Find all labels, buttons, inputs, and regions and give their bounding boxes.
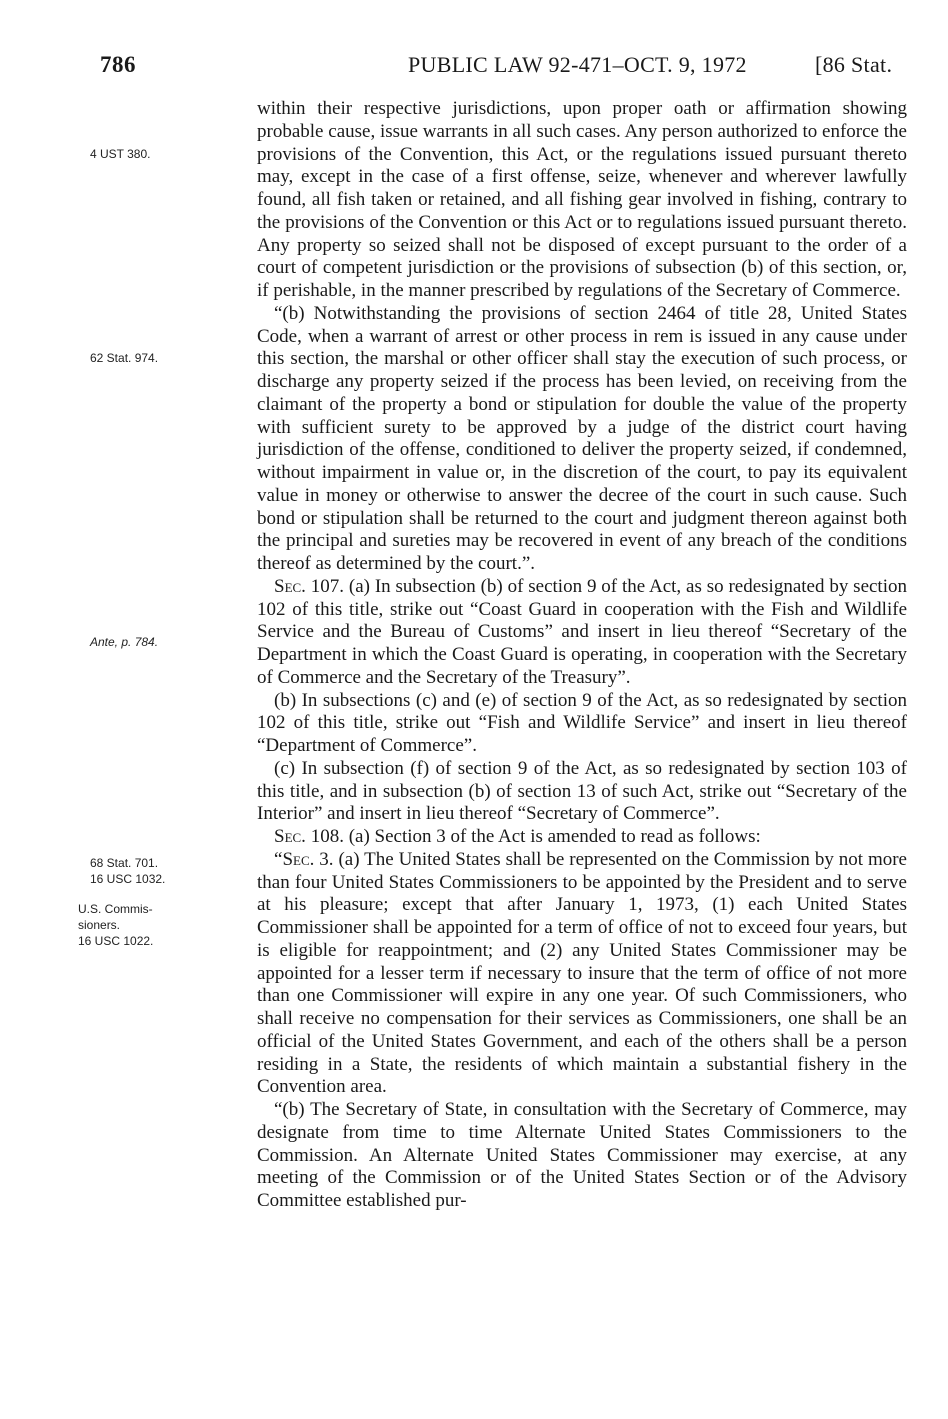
paragraph-107-c: (c) In subsection (f) of section 9 of the Act, as so redesignated by section 103 of this title, and in subsection (b) of section 13 of such Act, strike out “Secretary of the Interior” and insert in lieu thereof “Secretary of Commerce”.	[257, 757, 907, 825]
body-text	[257, 98, 907, 1213]
section-label: Sec.	[282, 848, 315, 870]
paragraph-text: 3. (a) The United States shall be represented on the Commission by not more than four United States Commissioners to be appointed by the President and to serve at his pleasure; except that after January 1, 1973, (1) each United States Commissioner shall be appointed for a term of office of not to exceed four years, but is eligible for reappointment; and (2) any United States Commissioner may be appointed for a lesser term if necessary to insure that the term of office of not more than one Commissioner will expire in any one year. Of such Commissioners, who shall receive no compensation for their services as Commissioners, one shall be an official of the United States Government, and each of the others shall be a person residing in a State, the residents of which maintain a substantial fishery in the Convention area.	[257, 848, 907, 1098]
paragraph-sec-107	[257, 576, 907, 690]
paragraph-subsection-b: “(b) Notwithstanding the provisions of section 2464 of title 28, United States Code, when a warrant of arrest or other process in rem is issued in any cause under this section, the marshal or other officer shall stay the execution of such process, or discharge any property seized if the process has been levied, on receiving from the claimant of the property a bond or stipulation for double the value of the property with sufficient surety to be approved by a judge of the district court having jurisdiction of the offense, conditioned to deliver the property seized, if condemned, without impairment in value or, in the discretion of the court, to pay its equivalent value in money or otherwise to answer the decree of the court in such cause. Such bond or stipulation shall be returned to the court and judgment thereon against both the principal and sureties may be recovered in event of any breach of the conditions thereof as determined by the court.”.	[257, 302, 907, 574]
margin-notes	[0, 0, 240, 1419]
paragraph-text: 107. (a) In subsection (b) of section 9 of the Act, as so redesignated by section 102 of this title, strike out “Coast Guard in cooperation with the Fish and Wildlife Service and the Bureau of Customs” and insert in lieu thereof “Secretary of the Department in which the Coast Guard is operating, in cooperation with the Secretary of Commerce and the Secretary of the Treasury”.	[257, 575, 907, 688]
page-number: 786	[100, 52, 136, 77]
section-label: Sec.	[274, 575, 306, 597]
margin-note-commissioners: U.S. Commis- sioners. 16 USC 1022.	[78, 902, 154, 948]
paragraph-text: 108. (a) Section 3 of the Act is amended to read as follows:	[305, 826, 761, 847]
section-label: Sec.	[274, 826, 306, 847]
margin-note-62-stat: 62 Stat. 974.	[90, 351, 159, 365]
paragraph-sec-3-b: “(b) The Secretary of State, in consultation with the Secretary of Commerce, may designate from time to time Alternate United States Commissioners to the Commission. An Alternate United States Commissioner may exercise, at any meeting of the Commission or of the United States Section or of the Advisory Committee established pur-	[257, 1099, 907, 1211]
volume-reference: [86 Stat.	[815, 52, 893, 77]
margin-note-ust: 4 UST 380.	[90, 147, 151, 161]
paragraph-107-b: (b) In subsections (c) and (e) of section 9 of the Act, as so redesignated by section 102 of this title, strike out “Fish and Wildlife Service” and insert in lieu thereof “Department of Commerce”.	[257, 689, 907, 756]
paragraph-continuation: within their respective jurisdictions, upon proper oath or affirmation showing probable cause, issue warrants in all such cases. Any person authorized to enforce the provisions of the Convention, this Act, or the regulations issued pursuant thereto may, except in the case of a first offense, seize, whenever and wherever lawfully found, all fish taken or retained, and all fishing gear involved in fishing, contrary to the provisions of the Convention or this Act or to regulations issued pursuant thereto. Any property so seized shall not be disposed of except pursuant to the order of a court of competent jurisdiction or the provisions of subsection (b) of this section, or, if perishable, in the manner prescribed by regulations of the Secretary of Commerce.	[257, 98, 907, 301]
margin-note-ante: Ante, p. 784.	[90, 635, 159, 649]
paragraph-sec-3-a	[257, 849, 907, 1099]
open-quote: “	[274, 848, 283, 870]
paragraph-sec-108	[257, 826, 907, 849]
margin-note-68-stat: 68 Stat. 701. 16 USC 1032.	[90, 856, 166, 886]
running-title: PUBLIC LAW 92-471–OCT. 9, 1972	[408, 52, 747, 77]
